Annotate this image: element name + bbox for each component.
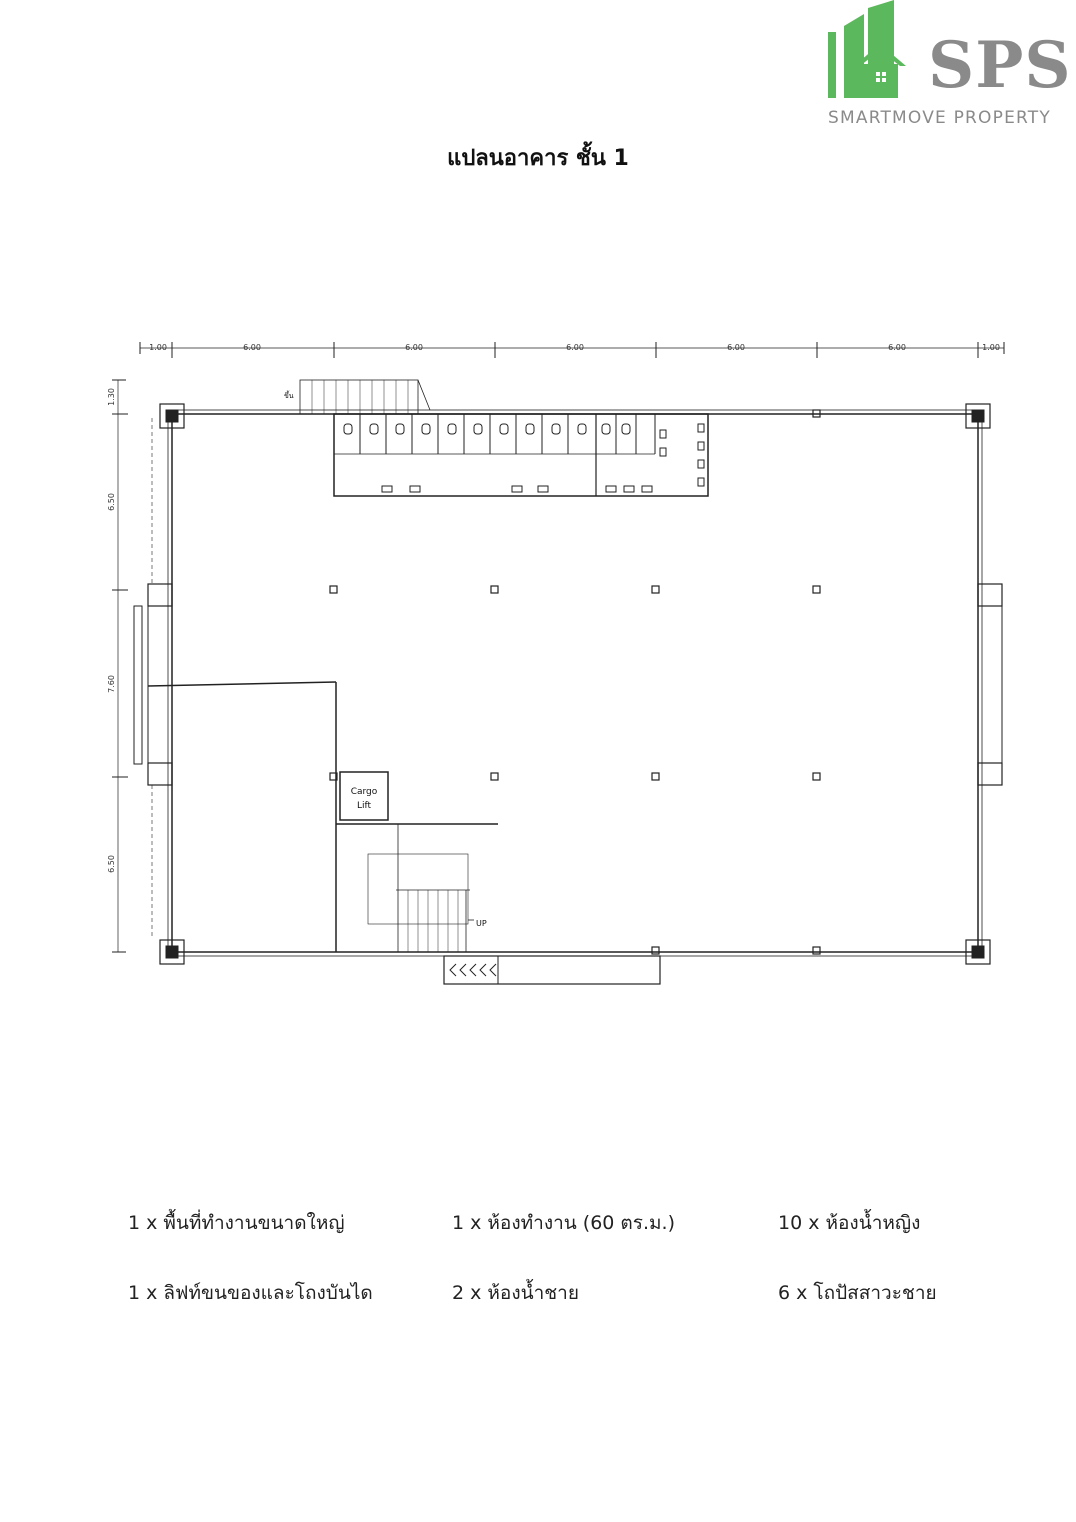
stair-up-label: UP <box>476 919 487 928</box>
legend-item: 1 x ห้องทำงาน (60 ตร.ม.) <box>452 1212 675 1234</box>
dim-top-5: 6.00 <box>727 343 745 352</box>
page-title: แปลนอาคาร ชั้น 1 <box>447 146 629 171</box>
lift-label-2: Lift <box>356 801 372 811</box>
room-legend <box>0 1200 1076 1320</box>
logo-brand: SPS <box>928 28 1072 103</box>
legend-item: 1 x ลิฟท์ขนของและโถงบันได <box>128 1282 373 1304</box>
legend-item: 10 x ห้องน้ำหญิง <box>778 1212 921 1234</box>
floor-plan-drawing <box>0 330 1076 1000</box>
dim-top-4: 6.00 <box>566 343 584 352</box>
dim-left-2: 6.50 <box>107 493 116 511</box>
legend-item: 1 x พื้นที่ทำงานขนาดใหญ่ <box>128 1212 345 1234</box>
floor-plan <box>0 330 1076 1000</box>
dim-top-3: 6.00 <box>405 343 423 352</box>
dim-top-7: 1.00 <box>982 343 1000 352</box>
dim-left-1: 1.30 <box>107 388 116 406</box>
lift-label-1: Cargo <box>350 787 378 797</box>
dim-left-4: 6.50 <box>107 855 116 873</box>
dim-top-1: 1.00 <box>149 343 167 352</box>
logo-tagline: SMARTMOVE PROPERTY <box>828 108 1051 128</box>
dim-left-3: 7.60 <box>107 675 116 693</box>
dim-top-6: 6.00 <box>888 343 906 352</box>
legend-item: 2 x ห้องน้ำชาย <box>452 1282 579 1304</box>
legend-item: 6 x โถปัสสาวะชาย <box>778 1282 937 1304</box>
dim-top-2: 6.00 <box>243 343 261 352</box>
stair-top-label: ขึ้น <box>284 392 294 400</box>
